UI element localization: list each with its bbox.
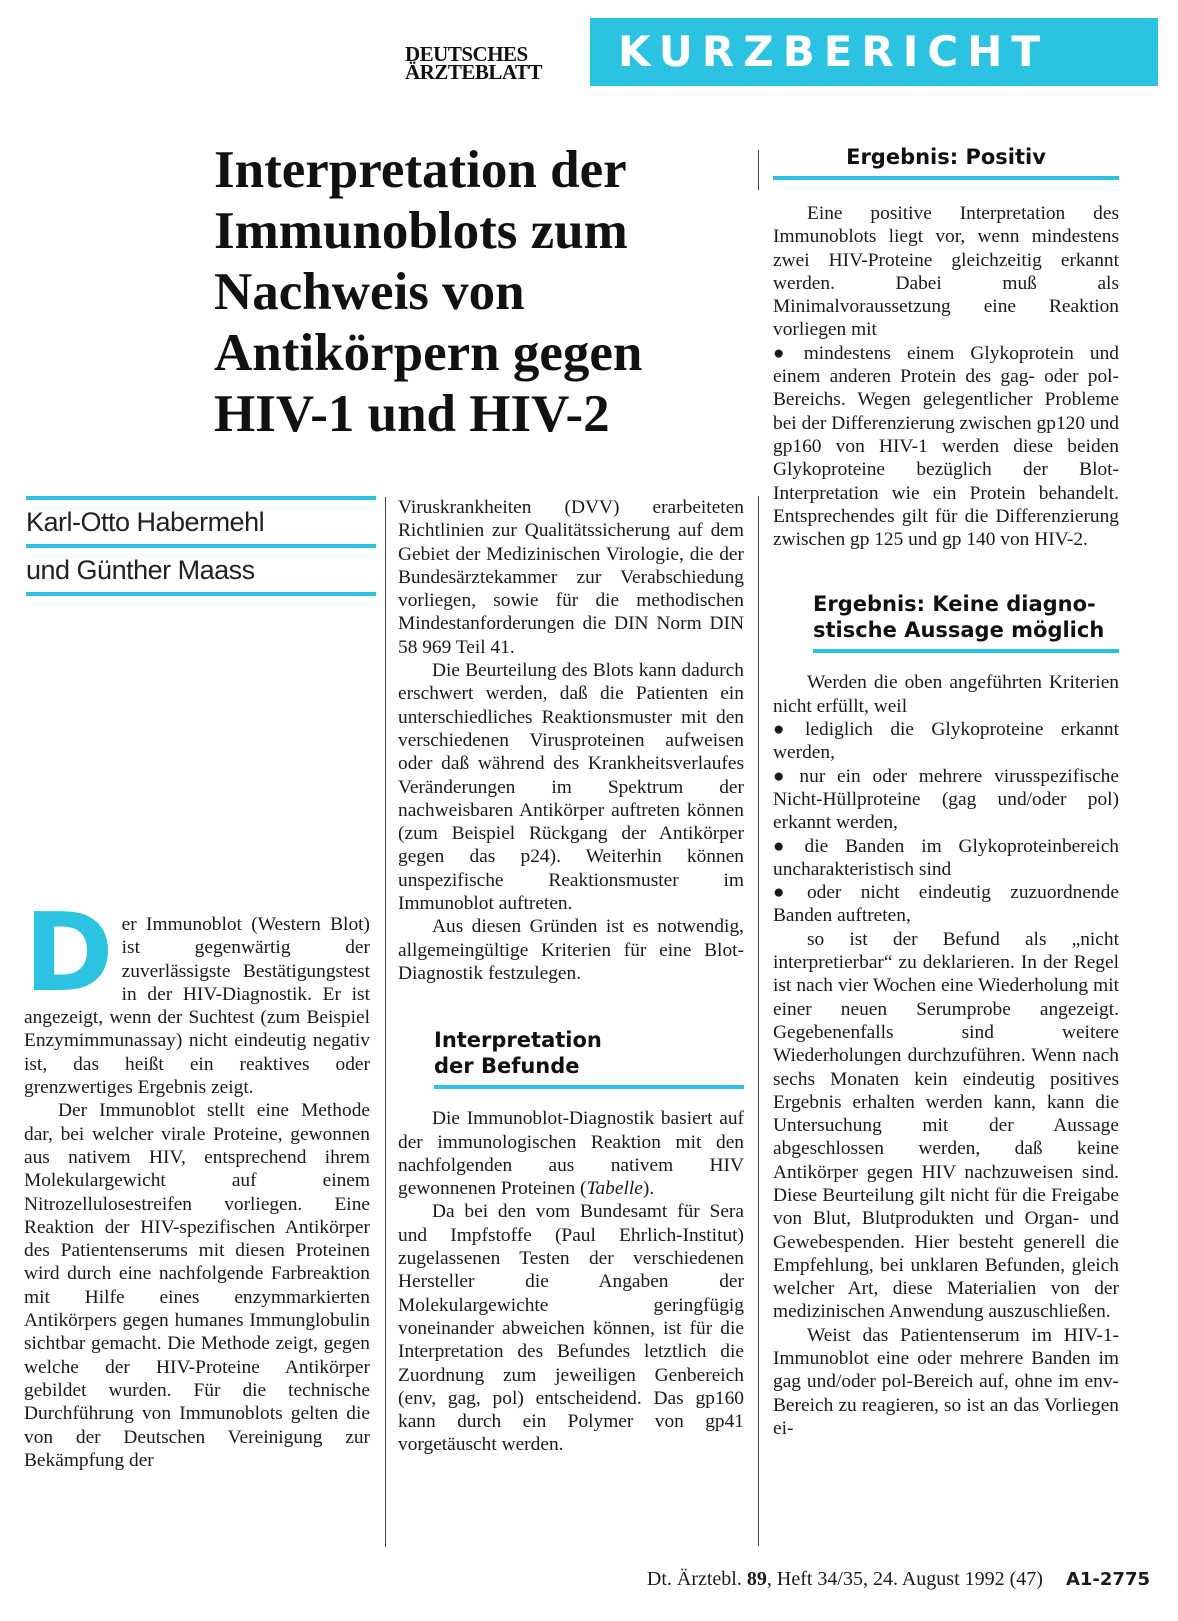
paragraph: Die Beurteilung des Blots kann dadurch erschwert werden, daß die Patienten ein unterschiedliches Reaktionsmuster mit den verschiedenen Virusproteinen aufweisen oder daß während des Krankheitsverlaufes Veränderungen im Spektrum der nachweisbaren Antikörper auftreten können (zum Beispiel Rückgang der Antikörper gegen das p24). Weiterhin können unspezifische Reaktionsmuster im Immunoblot auftreten.: [398, 660, 744, 915]
paragraph-text: er Immunoblot (Western Blot) ist gegenwärtig der zuverlässigste Bestätigungstest in der HIV-Diagnostik. Er ist angezeigt, wenn der Suchtest (zum Beispiel Enzymimmunassay) nicht eindeutig negativ ist, das heißt ein reaktives oder grenzwertiges Ergebnis zeigt.: [24, 914, 370, 1099]
body-column-3: [773, 144, 1119, 1440]
heading-line: Ergebnis: Positiv: [846, 145, 1046, 169]
column-divider: [758, 150, 759, 190]
paragraph: Weist das Patientenserum im HIV-1-Immunoblot eine oder mehrere Banden im gag und/oder pol-Bereich auf, ohne im env-Bereich zu reagieren, so ist an das Vorliegen ei-: [773, 1324, 1119, 1439]
paragraph: Werden die oben angeführten Kriterien nicht erfüllt, weil: [773, 672, 1119, 717]
section-heading-befunde: [398, 1027, 744, 1089]
bullet-item: ● nur ein oder mehrere virusspezifische Nicht-Hüllproteine (gag und/oder pol) erkannt werden,: [773, 765, 1119, 835]
paragraph: Der Immunoblot stellt eine Methode dar, bei welcher virale Proteine, gewonnen aus nativem HIV, entsprechend ihrem Molekulargewicht auf einem Nitrozellulosestreifen vorliegen. Eine Reaktion der HIV-spezifischen Antikörper des Patientenserums mit diesen Proteinen wird durch eine nachfolgende Farbreaktion mit Hilfe eines enzymmarkierten Antikörpers gegen humanes Immunglobulin sichtbar gemacht. Die Methode zeigt, gegen welche der HIV-Proteine Antikörper gebildet wurden. Für die technische Durchführung von Immunoblots gelten die von der Deutschen Vereinigung zur Bekämpfung der: [24, 1100, 370, 1471]
drop-cap: D: [24, 891, 114, 1016]
divider: [813, 649, 1119, 653]
paragraph-text: ).: [642, 1178, 655, 1200]
author-name: Karl-Otto Habermehl: [26, 507, 265, 537]
divider: [773, 176, 1119, 180]
heading-line: Ergebnis: Keine diagno-: [813, 592, 1096, 617]
column-divider: [385, 497, 386, 1547]
page-number: A1-2775: [1065, 1569, 1150, 1590]
paragraph: Aus diesen Gründen ist es notwendig, allgemeingültige Kriterien für eine Blot-Diagnostik festzulegen.: [398, 916, 744, 984]
title-line: Interpretation der: [214, 141, 627, 199]
journal-abbrev: Dt. Ärztebl.: [646, 1568, 742, 1590]
bullet-item: ● lediglich die Glykoproteine erkannt werden,: [773, 718, 1119, 765]
paragraph: [24, 891, 370, 1099]
article-title: [214, 140, 774, 445]
journal-logo: [405, 42, 575, 84]
bullet-item: ● die Banden im Glykoproteinbereich uncharakteristisch sind: [773, 835, 1119, 882]
paragraph: Eine positive Interpretation des Immunoblots liegt vor, wenn mindestens zwei HIV-Proteine gleichzeitig erkannt werden. Dabei muß als Minimalvoraussetzung eine Reaktion vorliegen mit: [773, 203, 1119, 341]
title-line: HIV-1 und HIV-2: [214, 385, 610, 443]
heading-line: der Befunde: [434, 1054, 580, 1079]
heading-line: Interpretation: [434, 1028, 602, 1053]
paragraph-text: Die Immunoblot-Diagnostik basiert auf der immunologischen Reaktion mit den nachfolgenden aus nativem HIV gewonnenen Proteinen (: [398, 1108, 744, 1200]
divider: [26, 592, 376, 596]
table-reference: Tabelle: [586, 1178, 643, 1200]
body-column-2: [398, 496, 744, 1457]
section-heading-positiv: [773, 144, 1119, 180]
title-line: Antikörpern gegen: [214, 324, 643, 382]
heading-line: stische Aussage möglich: [813, 618, 1105, 643]
volume-number: 89: [746, 1568, 767, 1590]
paragraph: so ist der Befund als „nicht interpretierbar“ zu deklarieren. In der Regel ist nach vier Wochen eine Wiederholung mit einer neuen Serumprobe angezeigt. Gegebenenfalls sind weitere Wiederholungen durchzuführen. Wenn nach sechs Monaten kein eindeutig positives Ergebnis erhalten werden kann, kann die Untersuchung mit der Aussage abgeschlossen werden, daß keine Antikörper gegen HIV nachzuweisen sind. Diese Beurteilung gilt nicht für die Freigabe von Blut, Blutprodukten und Organ- und Gewebespenden. Hier besteht generell die Empfehlung, bei unklaren Befunden, gleich welcher Art, diese Materialien von der medizinischen Anwendung auszuschließen.: [773, 928, 1119, 1323]
column-divider: [758, 496, 759, 1546]
author-name: und Günther Maass: [26, 555, 255, 585]
section-banner: KURZBERICHT: [590, 18, 1158, 86]
author-block: [26, 496, 376, 596]
section-heading-keine-aussage: [773, 591, 1119, 653]
paragraph: [398, 1107, 744, 1200]
paragraph: Viruskrankheiten (DVV) erarbeiteten Richtlinien zur Qualitätssicherung auf dem Gebiet der Medizinischen Virologie, die der Bundesärztekammer zur Verabschiedung vorliegen, sowie für die methodischen Mindestanforderungen die DIN Norm DIN 58 969 Teil 41.: [398, 497, 744, 658]
bullet-item: ● mindestens einem Glykoprotein und einem anderen Protein des gag- oder pol-Bereichs. Wegen gelegentlicher Probleme bei der Differenzierung zwischen gp120 und gp160 von HIV-1 werden diese beiden Glykoproteine bezüglich der Blot-Interpretation wie ein Protein behandelt. Entsprechendes gilt für die Differenzierung zwischen gp 125 und gp 140 von HIV-2.: [773, 342, 1119, 552]
title-line: Immunoblots zum: [214, 202, 628, 260]
page-footer: [540, 1568, 1150, 1591]
title-line: Nachweis von: [214, 263, 525, 321]
logo-line-2: ÄRZTEBLATT: [405, 60, 542, 84]
logo-line-1: DEUTSCHES: [405, 42, 528, 66]
divider: [434, 1085, 744, 1089]
body-column-1: [24, 891, 370, 1472]
paragraph: Da bei den vom Bundesamt für Sera und Impfstoffe (Paul Ehrlich-Institut) zugelassenen Testen der verschiedenen Hersteller die Angaben der Molekulargewichte geringfügig voneinander abweichen können, ist für die Interpretation des Befundes letztlich die Zuordnung zum jeweiligen Genbereich (env, gag, pol) entscheidend. Das gp160 kann durch ein Polymer von gp41 vorgetäuscht werden.: [398, 1201, 744, 1456]
bullet-item: ● oder nicht eindeutig zuzuordnende Banden auftreten,: [773, 881, 1119, 928]
issue-info: , Heft 34/35, 24. August 1992 (47): [766, 1568, 1043, 1590]
